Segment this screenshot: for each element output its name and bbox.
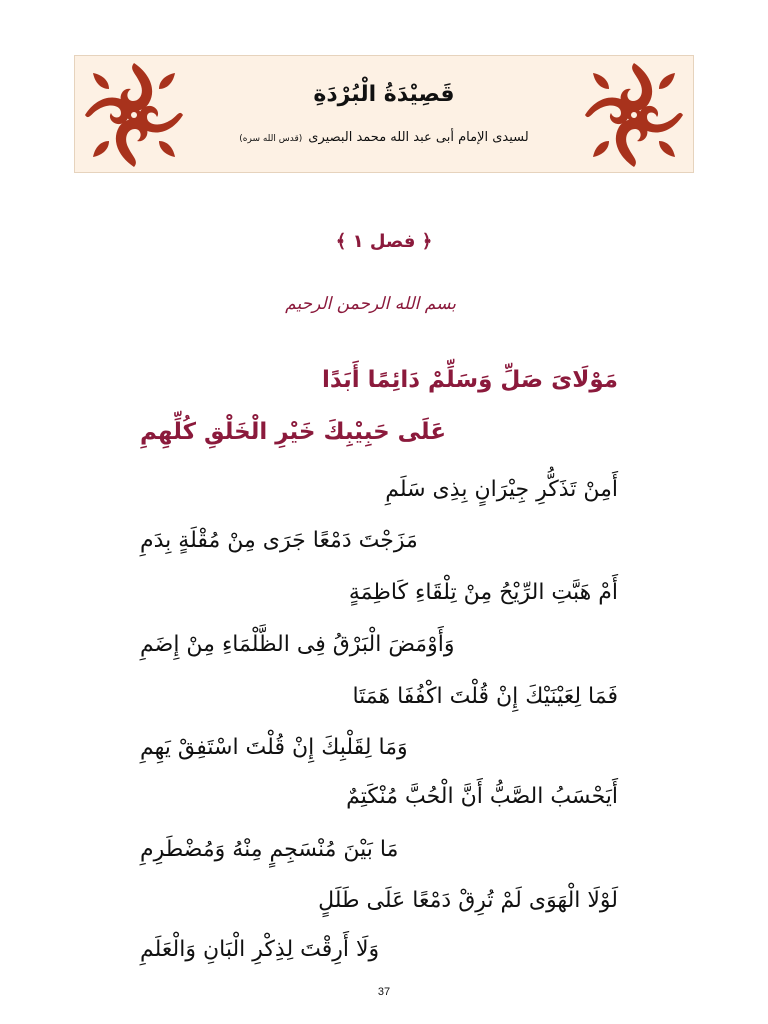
verse-line: أَمْ هَبَّتِ الرِّيْحُ مِنْ تِلْقَاءِ كَاظِمَةٍ xyxy=(348,580,618,605)
verse-line: أَيَحْسَبُ الصَّبُّ أَنَّ الْحُبَّ مُنْكَتِمٌ xyxy=(346,784,618,809)
verse-line: أَمِنْ تَذَكُّرِ جِيْرَانٍ بِذِی سَلَمِ xyxy=(385,477,618,502)
refrain-line-1: مَوْلَایَ صَلِّ وَسَلِّمْ دَائِمًا أَبَدًا xyxy=(321,367,618,393)
page-number: 37 xyxy=(377,986,391,998)
verse-line: مَزَجْتَ دَمْعًا جَرَى مِنْ مُقْلَةٍ بِدَمِ xyxy=(140,528,418,553)
floral-ornament-icon xyxy=(79,59,189,171)
author-note: (قدس الله سره) xyxy=(239,134,303,144)
poem-author xyxy=(187,130,581,145)
verse-line: لَوْلَا الْهَوَى لَمْ تُرِقْ دَمْعًا عَلَى طَلَلٍ xyxy=(318,888,618,913)
poem-title: قَصِيْدَةُ الْبُرْدَةِ xyxy=(313,82,455,107)
verse-line: وَمَا لِقَلْبِكَ إِنْ قُلْتَ اسْتَفِقْ يَهِمِ xyxy=(140,735,408,760)
author-name: لسيدى الإمام أبى عبد الله محمد البصيرى xyxy=(308,130,529,145)
basmala-text: بسم الله الرحمن الرحيم xyxy=(285,294,456,314)
verse-line: وَأَوْمَضَ الْبَرْقُ فِی الظَّلْمَاءِ مِنْ إِضَمِ xyxy=(140,632,455,657)
header-banner xyxy=(74,55,694,173)
verse-line: وَلَا أَرِقْتَ لِذِكْرِ الْبَانِ وَالْعَلَمِ xyxy=(140,937,380,962)
verse-line: فَمَا لِعَيْنَيْكَ إِنْ قُلْتَ اكْفُفَا هَمَتَا xyxy=(352,684,618,709)
basmala-calligraphy xyxy=(285,288,456,330)
floral-ornament-icon xyxy=(579,59,689,171)
section-heading: ﴿ فصل ١ ﴾ xyxy=(335,231,433,252)
refrain-line-2: عَلَى حَبِيْبِكَ خَيْرِ الْخَلْقِ كُلِّهِمِ xyxy=(140,419,447,445)
verse-line: مَا بَيْنَ مُنْسَجِمٍ مِنْهُ وَمُضْطَرِمِ xyxy=(140,837,399,862)
